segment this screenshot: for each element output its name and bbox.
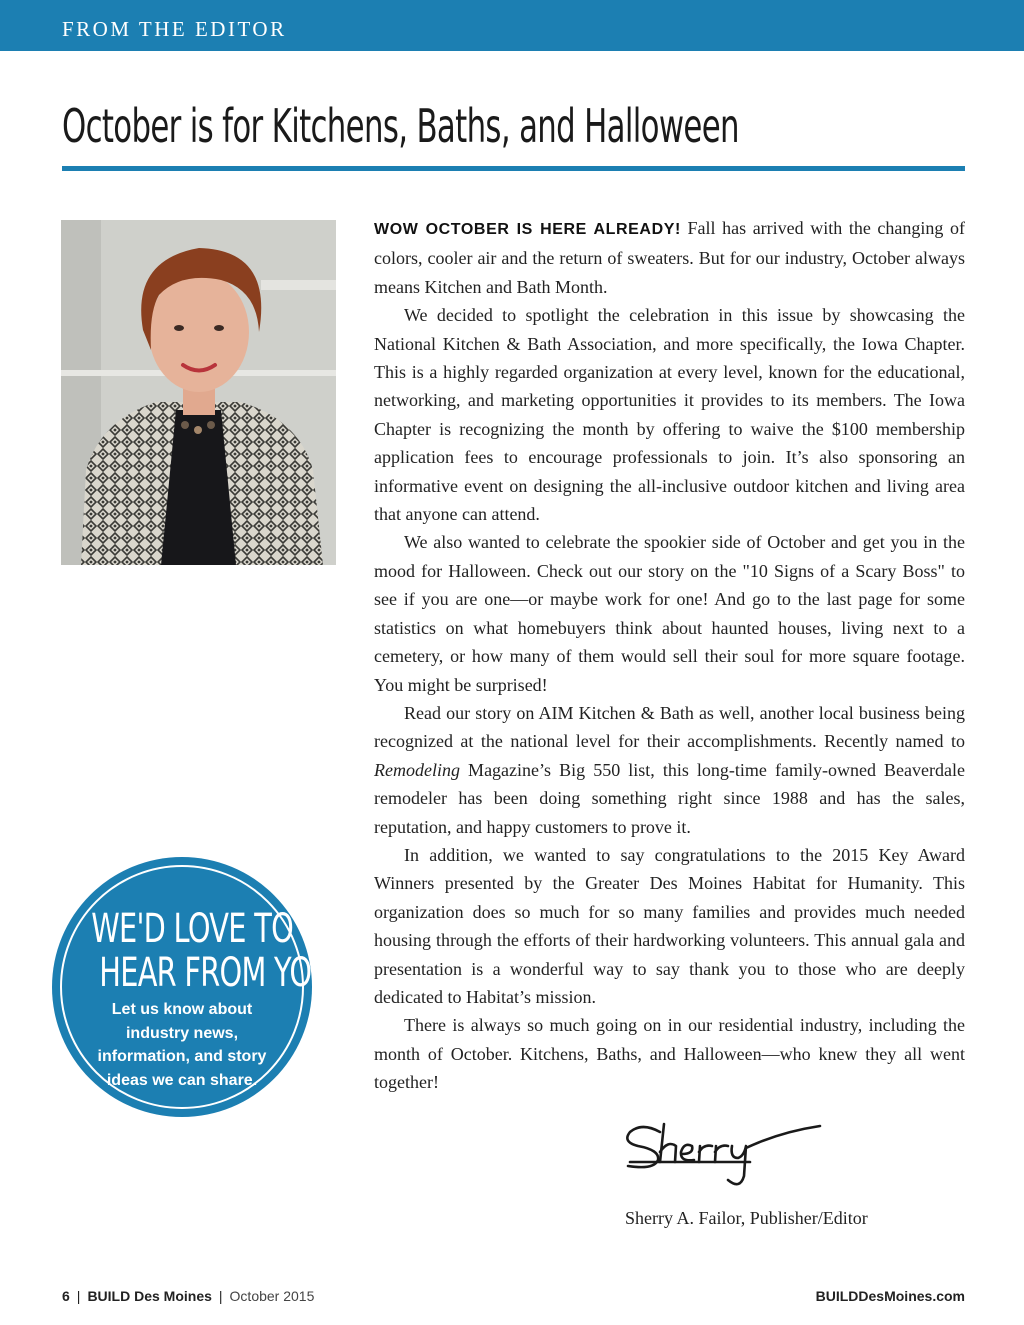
page-footer <box>62 1288 965 1308</box>
footer-separator: | <box>76 1288 81 1304</box>
signature-graphic <box>620 1118 830 1198</box>
footer-left <box>62 1288 314 1304</box>
portrait-illustration <box>61 220 336 565</box>
title-underline <box>62 166 965 171</box>
contact-badge <box>52 857 343 1117</box>
article-p4-a: Read our story on AIM Kitchen & Bath as well, another local business being recognized at the national level for their accomplishments. Recently named to <box>374 702 965 752</box>
issue-date: October 2015 <box>229 1288 315 1304</box>
article-paragraph-3: We also wanted to celebrate the spookier side of October and get you in the mood for Halloween. Check out our story on the "10 Signs of a Scary Boss" to see if you are one—or maybe work for one! And go to the last page for some statistics on what homebuyers think about haunted houses, living next to a cemetery, or how many of them would sell their soul for more square footage. You might be surprised! <box>374 532 965 695</box>
page-number: 6 <box>62 1288 70 1304</box>
article-paragraph-2: We decided to spotlight the celebration in this issue by showcasing the National Kitchen & Bath Association, and more specifically, the Iowa Chapter. This is a highly regarded organization at every level, known for the educational, networking, and marketing opportunities it provides to its members. The Iowa Chapter is recognizing the month by offering to waive the $100 membership application fees to encourage professionals to join. It’s also sponsoring an informative event on designing the all-inclusive outdoor kitchen and living area that anyone can attend. <box>374 305 965 525</box>
editorial-article <box>374 214 965 1097</box>
badge-body-text: Let us know about industry news, information, and story ideas we can share. <box>97 1001 267 1089</box>
section-label: FROM THE EDITOR <box>62 17 287 41</box>
article-paragraph-4 <box>374 699 965 841</box>
article-paragraph-5: In addition, we wanted to say congratulations to the 2015 Key Award Winners presented by the Greater Des Moines Habitat for Humanity. This organization does so much for so many families and provides much needed housing through the efforts of their hardworking volunteers. This annual gala and presentation is a wonderful way to say thank you to those who are deeply dedicated to Habitat’s mission. <box>374 844 965 1007</box>
section-header-bar <box>0 0 1024 51</box>
article-paragraph-6: There is always so much going on in our residential industry, including the month of October. Kitchens, Baths, and Halloween—who knew they all went together! <box>374 1015 965 1093</box>
article-lead: WOW OCTOBER IS HERE ALREADY! <box>374 221 681 238</box>
handwritten-signature <box>620 1118 830 1203</box>
badge-headline-1: WE'D LOVE TO <box>91 906 294 952</box>
article-paragraph-1 <box>374 214 965 301</box>
signature-caption: Sherry A. Failor, Publisher/Editor <box>625 1208 868 1228</box>
magazine-name: Remodeling <box>374 759 460 780</box>
website-link[interactable]: BUILDDesMoines.com <box>815 1288 965 1304</box>
publication-name: BUILD Des Moines <box>87 1288 212 1304</box>
badge-headline-2: HEAR FROM YOU! <box>99 950 343 996</box>
article-p4-b: Magazine’s Big 550 list, this long-time family-owned Beaverdale remodeler has been doing something right since 1988 and has the sales, reputation, and happy customers to prove it. <box>374 759 965 837</box>
title-block <box>62 96 1024 156</box>
page-title: October is for Kitchens, Baths, and Halloween <box>62 99 739 153</box>
footer-separator: | <box>218 1288 223 1304</box>
article-p1-text: Fall has arrived with the changing of colors, cooler air and the return of sweaters. But for our industry, October always means Kitchen and Bath Month. <box>374 218 965 297</box>
editor-portrait <box>61 220 336 565</box>
